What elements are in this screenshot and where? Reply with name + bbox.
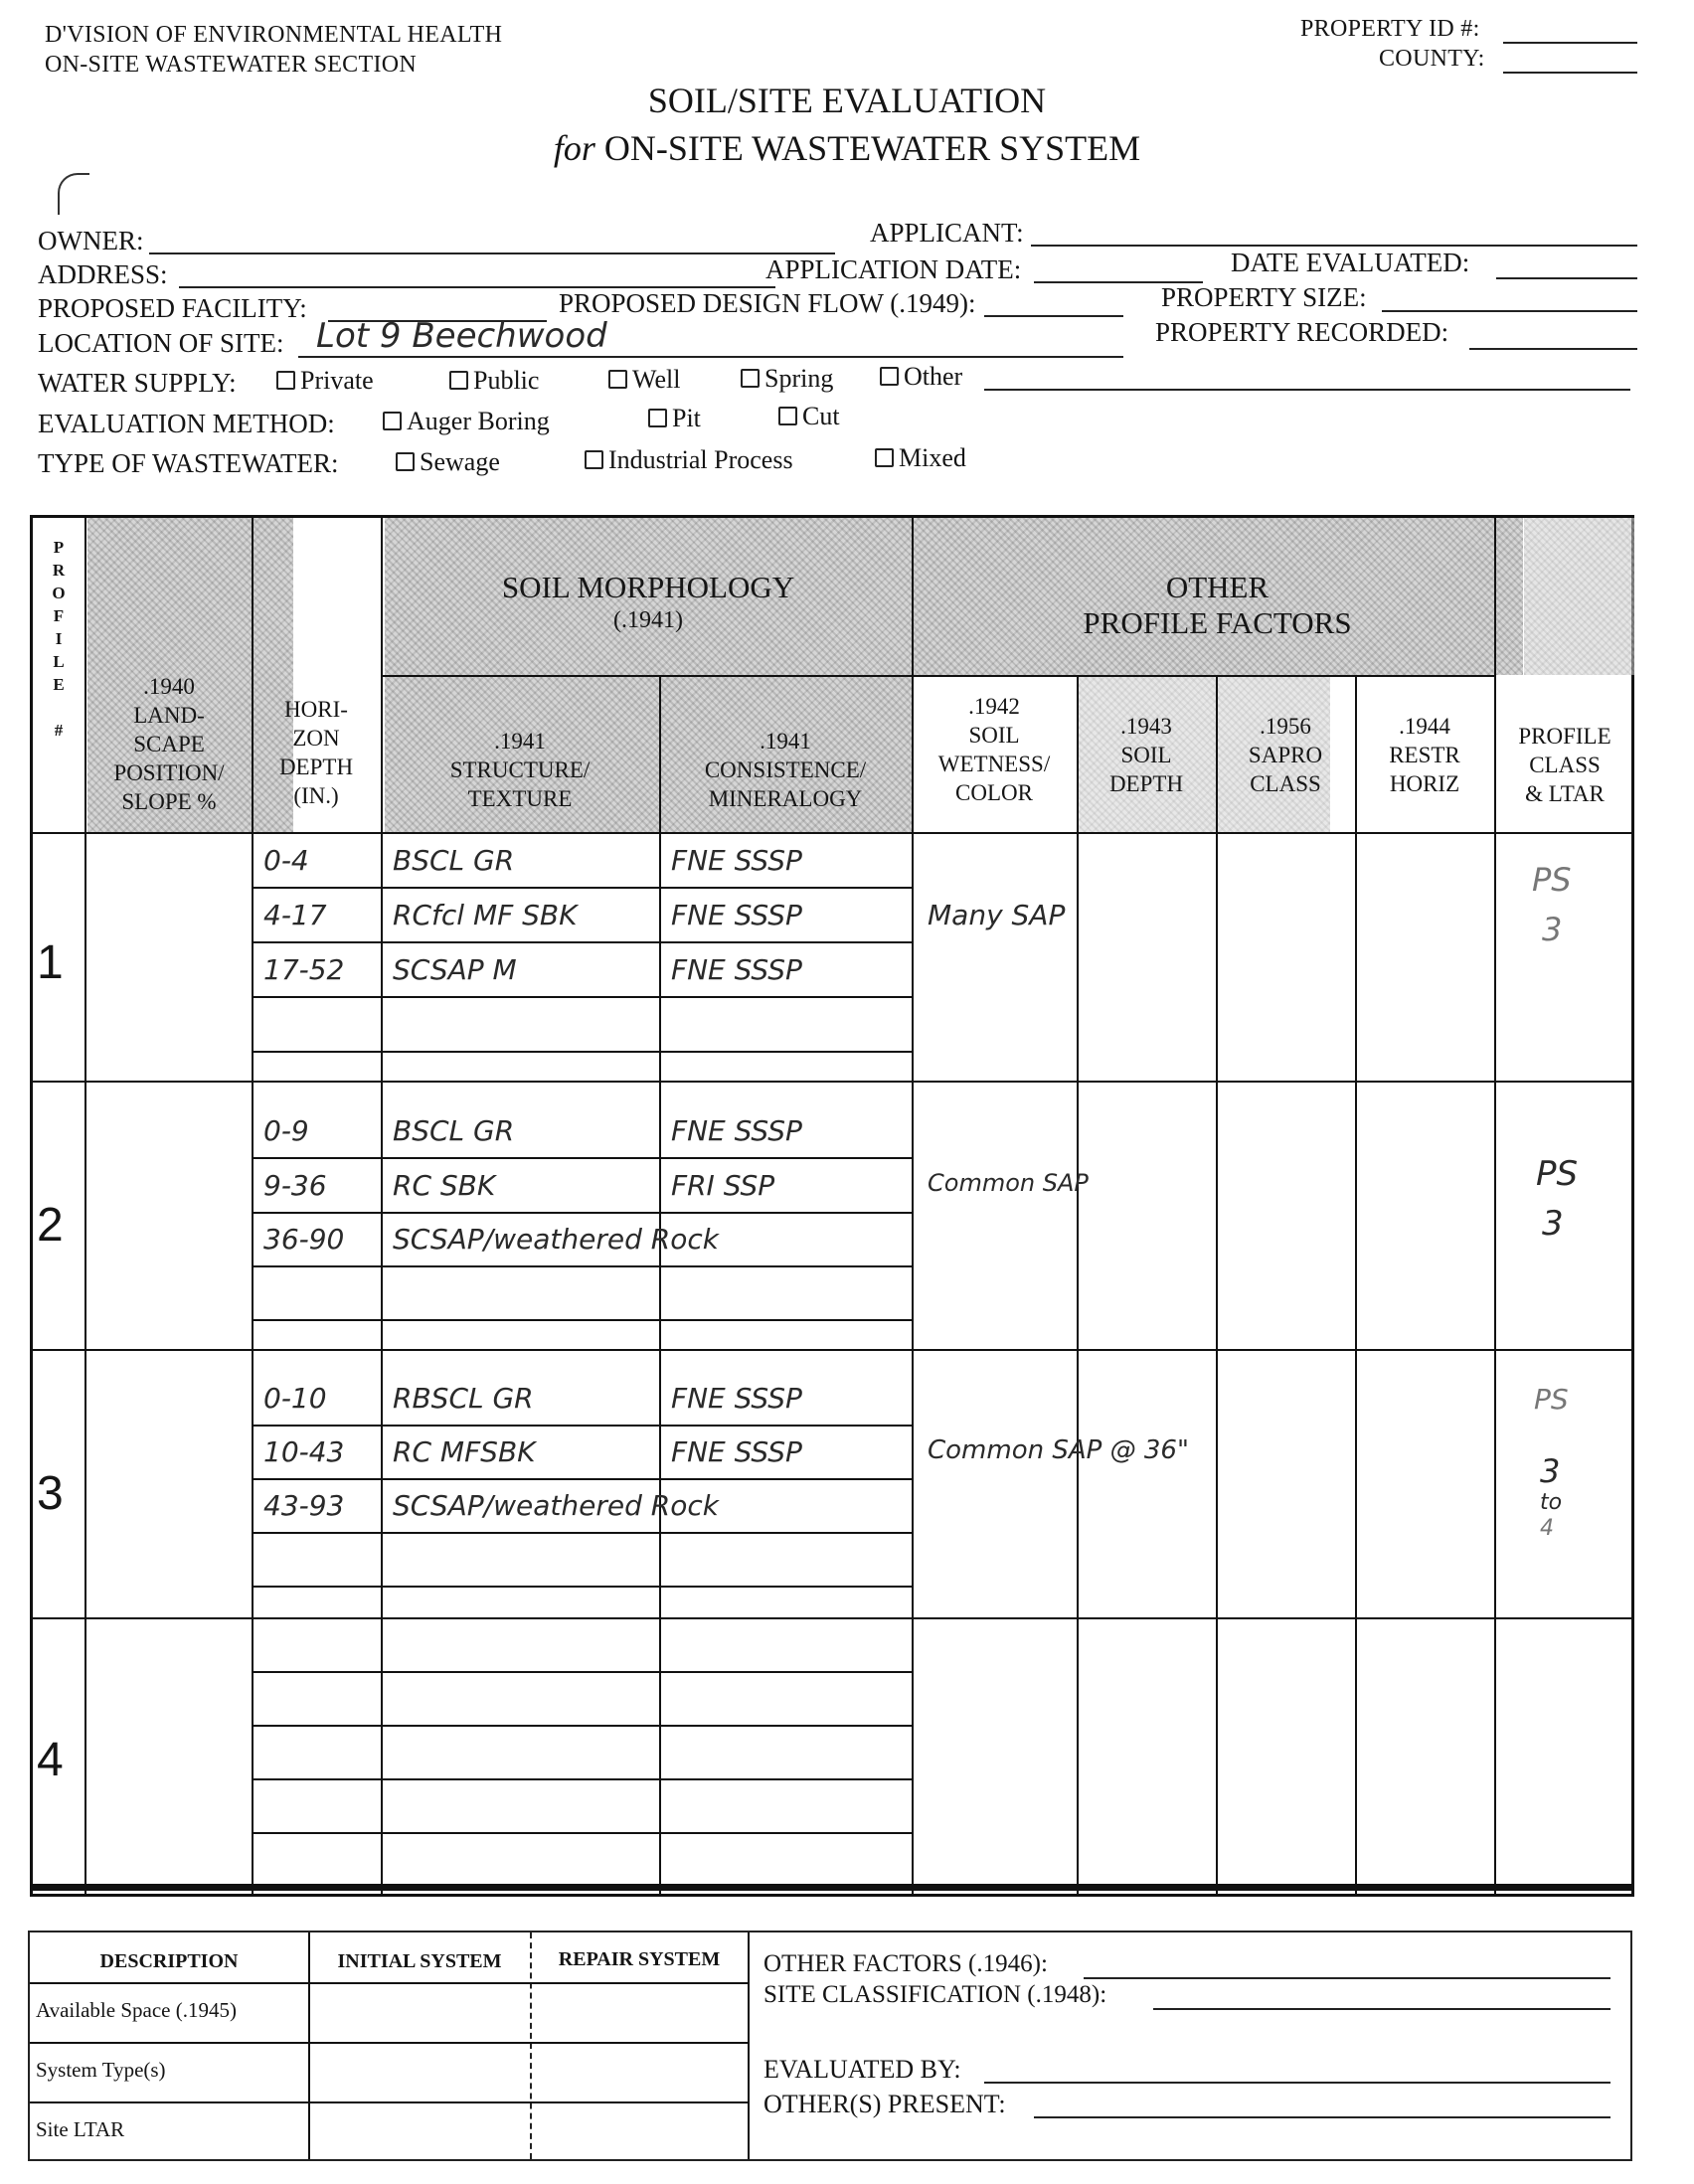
p1-class-line1: PS — [1532, 861, 1572, 899]
p2-depth-3: 36-90 — [263, 1223, 345, 1256]
method-auger-option[interactable] — [383, 407, 550, 436]
landscape-header — [88, 672, 250, 816]
structure-code: .1941 — [494, 729, 546, 754]
water-other-option[interactable] — [880, 362, 962, 392]
available-space-label: Available Space (.1945) — [36, 1998, 237, 2022]
col-line-8 — [1355, 675, 1357, 1897]
soil-depth-code: .1943 — [1120, 714, 1172, 739]
water-public-label: Public — [473, 366, 540, 395]
method-cut-option[interactable] — [778, 402, 840, 431]
site-classification-label: SITE CLASSIFICATION (.1948): — [763, 1981, 1107, 2008]
landscape-line1: LAND- — [133, 703, 205, 728]
property-id-line[interactable] — [1503, 42, 1637, 44]
profile-class-line3: & LTAR — [1525, 781, 1605, 806]
checkbox-cut[interactable] — [778, 407, 797, 425]
soil-depth-line1: SOIL — [1120, 743, 1172, 767]
p1-depth-1: 0-4 — [263, 844, 309, 877]
wastewater-mixed-label: Mixed — [899, 443, 966, 472]
sapro-line2: CLASS — [1250, 771, 1321, 796]
p4-row-line-1 — [252, 1671, 912, 1673]
others-present-line[interactable] — [1034, 2116, 1610, 2118]
site-classification-line[interactable] — [1153, 2008, 1610, 2010]
water-spring-option[interactable] — [741, 364, 833, 394]
section-name: ON-SITE WASTEWATER SECTION — [45, 52, 417, 78]
checkbox-other[interactable] — [880, 367, 899, 386]
date-evaluated-line[interactable] — [1496, 277, 1637, 279]
bottom-row-line-3 — [30, 2101, 748, 2103]
p1-wetness: Many SAP — [928, 899, 1066, 931]
p2-structure-3: SCSAP/weathered Rock — [393, 1223, 719, 1256]
soil-depth-line2: DEPTH — [1108, 771, 1184, 796]
soil-morphology-code: (.1941) — [613, 607, 683, 633]
col-line-4 — [659, 675, 661, 1897]
checkbox-mixed[interactable] — [875, 448, 894, 467]
system-summary-box — [28, 1931, 1632, 2161]
structure-header — [383, 727, 657, 813]
horizon-line4: (IN.) — [293, 783, 339, 808]
subtitle-text: ON-SITE WASTEWATER SYSTEM — [603, 128, 1141, 168]
method-auger-label: Auger Boring — [407, 407, 550, 435]
p3-wetness: Common SAP @ 36" — [928, 1435, 1189, 1465]
design-flow-line[interactable] — [984, 315, 1123, 317]
p3-class-line3: to — [1540, 1490, 1563, 1515]
p1-structure-1: BSCL GR — [393, 844, 515, 877]
system-types-label: System Type(s) — [36, 2058, 166, 2082]
consistence-header — [661, 727, 910, 813]
restr-header — [1357, 712, 1492, 798]
wastewater-mixed-option[interactable] — [875, 443, 966, 473]
col-line-3 — [381, 518, 383, 1897]
repair-system-header: REPAIR SYSTEM — [558, 1948, 721, 1970]
p1-row-line-4 — [252, 1051, 912, 1053]
checkbox-well[interactable] — [608, 370, 627, 389]
p2-structure-2: RC SBK — [393, 1169, 496, 1202]
profile-class-line2: CLASS — [1529, 753, 1601, 777]
water-well-label: Well — [632, 365, 681, 394]
water-supply-label: WATER SUPPLY: — [38, 368, 237, 398]
restr-code: .1944 — [1399, 714, 1450, 739]
applicant-label: APPLICANT: — [870, 218, 1024, 248]
water-well-option[interactable] — [608, 365, 680, 395]
county-line[interactable] — [1503, 72, 1637, 74]
soil-morphology-title: SOIL MORPHOLOGY — [501, 570, 795, 604]
col-line-1 — [85, 518, 86, 1897]
description-header: DESCRIPTION — [99, 1950, 239, 1972]
col-line-6 — [1077, 675, 1079, 1897]
wetness-code: .1942 — [968, 694, 1020, 719]
p1-row-line-1 — [252, 887, 912, 889]
sapro-code: .1956 — [1260, 714, 1311, 739]
evaluation-method-label: EVALUATION METHOD: — [38, 409, 335, 438]
checkbox-pit[interactable] — [648, 409, 667, 427]
soil-morphology-header — [385, 570, 912, 635]
horizon-line2: ZON — [292, 726, 340, 751]
design-flow-label: PROPOSED DESIGN FLOW (.1949): — [559, 288, 976, 318]
other-factors-line1: OTHER — [1165, 570, 1270, 604]
p1-row-line-2 — [252, 941, 912, 943]
p2-class-line2: 3 — [1542, 1204, 1564, 1244]
restr-line1: RESTR — [1389, 743, 1460, 767]
consistence-line1: CONSISTENCE/ — [704, 757, 867, 782]
application-date-label: APPLICATION DATE: — [765, 254, 1022, 284]
property-id-label: PROPERTY ID #: — [1300, 16, 1480, 42]
p2-structure-1: BSCL GR — [393, 1114, 515, 1147]
wastewater-sewage-option[interactable] — [396, 447, 500, 477]
address-label: ADDRESS: — [38, 259, 168, 289]
location-line[interactable] — [298, 356, 1123, 358]
profile-number-2: 2 — [37, 1199, 64, 1252]
water-spring-label: Spring — [764, 364, 834, 393]
p1-consistence-3: FNE SSSP — [671, 953, 802, 986]
form-subtitle — [0, 127, 1694, 169]
owner-label: OWNER: — [38, 226, 144, 255]
p3-class-line4: 4 — [1540, 1516, 1554, 1541]
p3-structure-1: RBSCL GR — [393, 1382, 534, 1415]
wetness-line3: COLOR — [955, 780, 1033, 805]
property-recorded-line[interactable] — [1469, 348, 1637, 350]
profile-separator-1 — [33, 1081, 1634, 1083]
p2-row-line-2 — [252, 1212, 912, 1214]
p2-depth-2: 9-36 — [263, 1169, 327, 1202]
checkbox-private[interactable] — [276, 371, 295, 390]
profile-class-header — [1496, 722, 1633, 808]
applicant-line[interactable] — [1031, 245, 1637, 247]
p3-row-line-4 — [252, 1586, 912, 1588]
p3-structure-2: RC MFSBK — [393, 1435, 536, 1468]
evaluated-by-label: EVALUATED BY: — [763, 2055, 961, 2084]
profile-separator-3 — [33, 1617, 1634, 1619]
structure-line2: TEXTURE — [467, 786, 573, 811]
wastewater-industrial-label: Industrial Process — [608, 445, 793, 474]
other-factors-label: OTHER FACTORS (.1946): — [763, 1950, 1048, 1977]
method-cut-label: Cut — [802, 402, 840, 430]
profile-vertical-header — [49, 538, 69, 748]
subtitle-for: for — [553, 128, 595, 168]
initial-system-header: INITIAL SYSTEM — [337, 1950, 502, 1972]
water-private-option[interactable] — [276, 366, 374, 396]
horizon-line1: HORI- — [284, 697, 348, 722]
p1-depth-2: 4-17 — [263, 899, 327, 931]
wetness-line1: SOIL — [968, 723, 1020, 748]
profile-number-4: 4 — [37, 1734, 64, 1786]
other-factors-line[interactable] — [1084, 1977, 1610, 1979]
property-recorded-label: PROPERTY RECORDED: — [1155, 317, 1449, 347]
profile-separator-2 — [33, 1349, 1634, 1351]
water-other-label: Other — [904, 362, 963, 391]
consistence-code: .1941 — [760, 729, 811, 754]
header-mid-line — [381, 675, 1494, 677]
p1-structure-3: SCSAP M — [393, 953, 517, 986]
property-size-line[interactable] — [1382, 310, 1637, 312]
others-present-label: OTHER(S) PRESENT: — [763, 2090, 1006, 2118]
p2-row-line-1 — [252, 1157, 912, 1159]
p3-row-line-1 — [252, 1425, 912, 1427]
bottom-col-line-3 — [748, 1932, 750, 2159]
water-private-label: Private — [300, 366, 374, 395]
p3-class-line2: 3 — [1540, 1452, 1561, 1490]
soil-depth-header — [1079, 712, 1214, 798]
profile-vertical-text: PROFILE # — [49, 538, 69, 744]
p3-row-line-2 — [252, 1478, 912, 1480]
p2-consistence-1: FNE SSSP — [671, 1114, 802, 1147]
p2-wetness: Common SAP — [928, 1169, 1089, 1197]
p4-row-line-3 — [252, 1778, 912, 1780]
p2-depth-1: 0-9 — [263, 1114, 309, 1147]
profile-number-3: 3 — [37, 1467, 64, 1520]
p3-row-line-3 — [252, 1532, 912, 1534]
p2-class-line1: PS — [1536, 1154, 1579, 1194]
wetness-header — [914, 692, 1075, 807]
p4-row-line-4 — [252, 1832, 912, 1834]
sapro-header — [1218, 712, 1353, 798]
horizon-header — [254, 695, 379, 810]
method-pit-label: Pit — [672, 404, 701, 432]
p3-depth-1: 0-10 — [263, 1382, 327, 1415]
handwritten-mark — [58, 173, 89, 215]
horizon-line3: DEPTH — [278, 755, 354, 779]
profile-number-1: 1 — [37, 936, 64, 989]
form-title: SOIL/SITE EVALUATION — [647, 81, 1047, 120]
wastewater-type-label: TYPE OF WASTEWATER: — [38, 448, 339, 478]
p2-consistence-2: FRI SSP — [671, 1169, 775, 1202]
proposed-facility-label: PROPOSED FACILITY: — [38, 293, 307, 323]
property-size-label: PROPERTY SIZE: — [1161, 282, 1367, 312]
p3-depth-3: 43-93 — [263, 1489, 345, 1522]
location-label: LOCATION OF SITE: — [38, 328, 284, 358]
p1-class-line2: 3 — [1542, 911, 1563, 948]
p2-row-line-3 — [252, 1265, 912, 1267]
p1-depth-3: 17-52 — [263, 953, 345, 986]
sapro-line1: SAPRO — [1248, 743, 1323, 767]
p3-structure-3: SCSAP/weathered Rock — [393, 1489, 719, 1522]
other-factors-header — [912, 570, 1523, 641]
date-evaluated-label: DATE EVALUATED: — [1231, 248, 1470, 277]
checkbox-spring[interactable] — [741, 369, 760, 388]
landscape-line4: SLOPE % — [121, 789, 217, 814]
other-factors-line2: PROFILE FACTORS — [1083, 605, 1352, 640]
landscape-line2: SCAPE — [133, 732, 205, 756]
table-bottom-band — [33, 1884, 1634, 1891]
method-pit-option[interactable] — [648, 404, 701, 433]
landscape-line3: POSITION/ — [113, 760, 225, 785]
wetness-line2: WETNESS/ — [937, 752, 1051, 776]
header-bottom-line — [33, 832, 1634, 834]
p3-consistence-2: FNE SSSP — [671, 1435, 802, 1468]
soil-profile-table — [30, 515, 1634, 1897]
checkbox-sewage[interactable] — [396, 452, 415, 471]
p2-row-line-4 — [252, 1319, 912, 1321]
structure-line1: STRUCTURE/ — [449, 757, 591, 782]
p4-row-line-2 — [252, 1725, 912, 1727]
col-line-7 — [1216, 675, 1218, 1897]
location-value: Lot 9 Beechwood — [316, 316, 607, 356]
water-public-option[interactable] — [449, 366, 539, 396]
checkbox-public[interactable] — [449, 371, 468, 390]
bottom-row-line-2 — [30, 2042, 748, 2044]
evaluated-by-line[interactable] — [984, 2082, 1610, 2084]
landscape-code: .1940 — [143, 674, 195, 699]
consistence-line2: MINERALOGY — [708, 786, 863, 811]
county-label: COUNTY: — [1379, 46, 1485, 72]
profile-class-line1: PROFILE — [1518, 724, 1611, 749]
wastewater-industrial-option[interactable] — [585, 445, 793, 475]
p3-consistence-1: FNE SSSP — [671, 1382, 802, 1415]
p3-depth-2: 10-43 — [263, 1435, 345, 1468]
p3-class-line1: PS — [1534, 1383, 1569, 1416]
checkbox-industrial[interactable] — [585, 450, 603, 469]
p1-consistence-2: FNE SSSP — [671, 899, 802, 931]
restr-line2: HORIZ — [1389, 771, 1460, 796]
p1-row-line-3 — [252, 996, 912, 998]
wastewater-sewage-label: Sewage — [420, 447, 500, 476]
site-ltar-label: Site LTAR — [36, 2117, 125, 2141]
bottom-row-line-1 — [30, 1982, 748, 1984]
water-other-line[interactable] — [984, 389, 1630, 391]
header-shade-right — [1524, 518, 1634, 675]
owner-line[interactable] — [149, 252, 835, 254]
p1-consistence-1: FNE SSSP — [671, 844, 802, 877]
checkbox-auger[interactable] — [383, 412, 402, 430]
division-name: D'VISION OF ENVIRONMENTAL HEALTH — [45, 22, 503, 48]
bottom-col-line-2 — [530, 1932, 532, 2159]
p1-structure-2: RCfcl MF SBK — [393, 899, 578, 931]
